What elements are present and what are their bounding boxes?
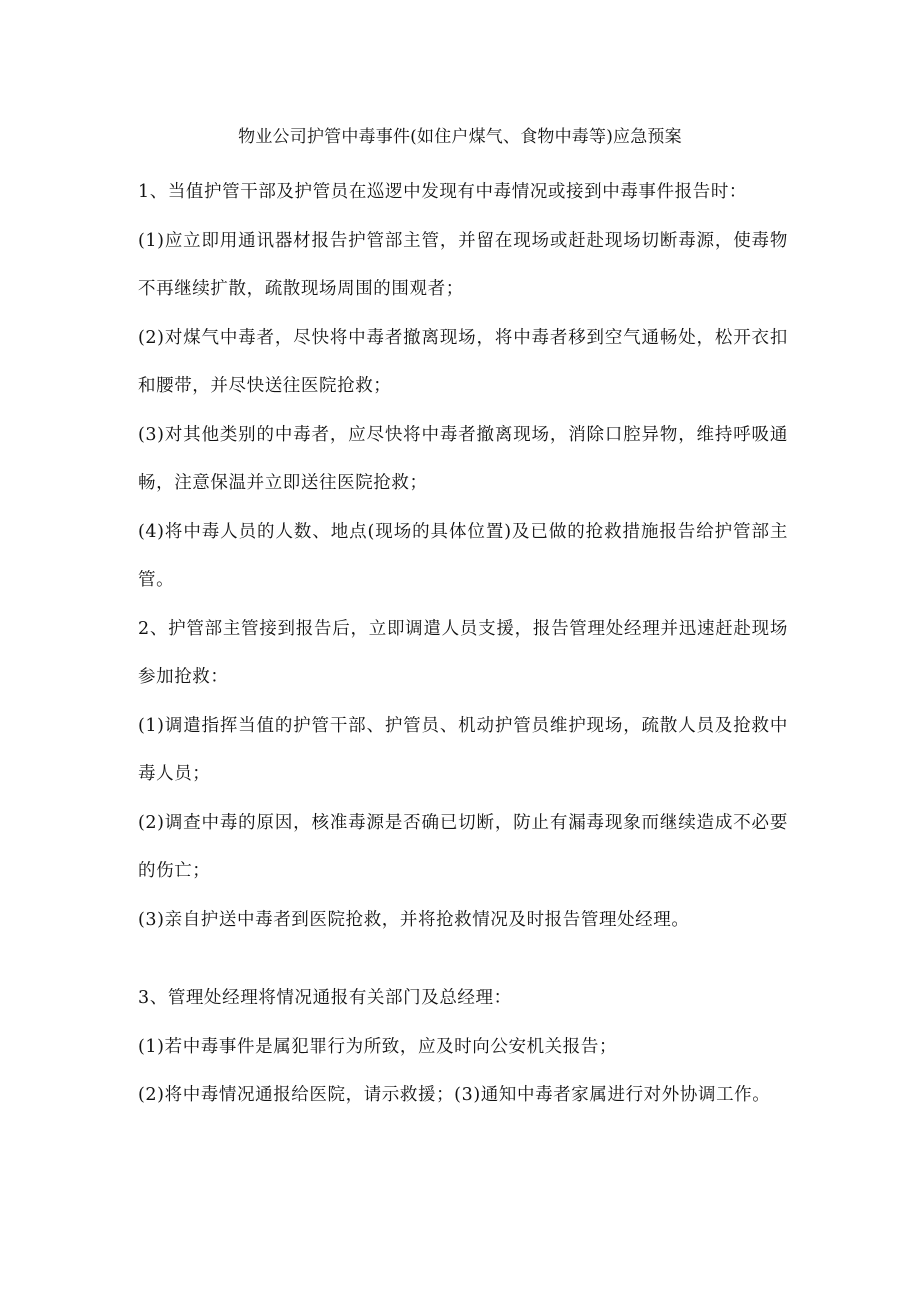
section-3-item-1: (1)若中毒事件是属犯罪行为所致，应及时向公安机关报告； [138, 1036, 618, 1057]
section-1-heading: 1、当值护管干部及护管员在巡逻中发现有中毒情况或接到中毒事件报告时： [138, 182, 748, 202]
document-title: 物业公司护管中毒事件(如住户煤气、食物中毒等)应急预案 [238, 127, 682, 147]
section-2-item-2: (2)调查中毒的原因，核准毒源是否确已切断，防止有漏毒现象而继续造成不必要的伤亡； [138, 812, 788, 881]
section-1-item-3: (3)对其他类别的中毒者，应尽快将中毒者撤离现场，消除口腔异物，维持呼吸通畅，注意保温并立即送往医院抢救； [138, 424, 788, 493]
section-1-item-4: (4)将中毒人员的人数、地点(现场的具体位置)及已做的抢救措施报告给护管部主管。 [138, 521, 788, 590]
section-2-heading: 2、护管部主管接到报告后，立即调遣人员支援，报告管理处经理并迅速赶赴现场参加抢救： [138, 618, 788, 687]
section-1-item-1: (1)应立即用通讯器材报告护管部主管，并留在现场或赶赴现场切断毒源，使毒物不再继续扩散，疏散现场周围的围观者； [138, 230, 788, 299]
section-2-item-3: (3)亲自护送中毒者到医院抢救，并将抢救情况及时报告管理处经理。 [138, 909, 690, 930]
section-2-item-1: (1)调遣指挥当值的护管干部、护管员、机动护管员维护现场，疏散人员及抢救中毒人员； [138, 715, 788, 784]
section-1-item-2: (2)对煤气中毒者，尽快将中毒者撤离现场，将中毒者移到空气通畅处，松开衣扣和腰带，并尽快送往医院抢救； [138, 327, 788, 396]
section-3-heading: 3、管理处经理将情况通报有关部门及总经理： [138, 988, 512, 1008]
document-body [138, 168, 788, 1120]
section-3-item-2: (2)将中毒情况通报给医院，请示救援；(3)通知中毒者家属进行对外协调工作。 [138, 1085, 771, 1105]
